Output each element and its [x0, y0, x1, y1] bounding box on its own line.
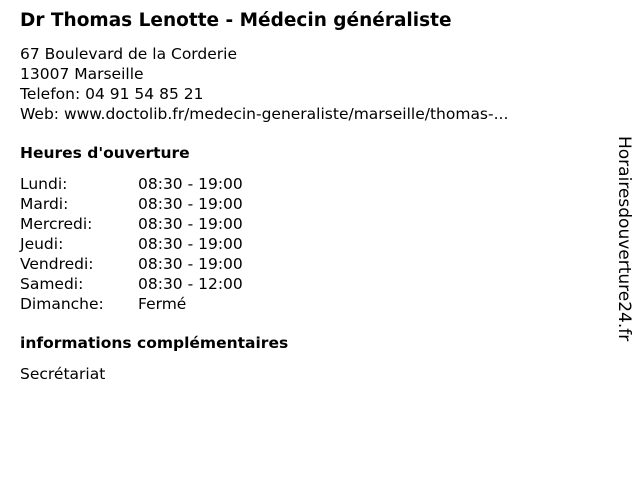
time-range: 08:30 - 12:00 [138, 275, 243, 293]
hours-row-friday [20, 254, 243, 274]
day-label: Mercredi: [20, 215, 93, 233]
watermark-text: Horairesdouverture24.fr [614, 136, 634, 342]
address-block [20, 44, 508, 124]
street-address: 67 Boulevard de la Corderie [20, 45, 237, 63]
phone: Telefon: 04 91 54 85 21 [20, 85, 204, 103]
time-range: 08:30 - 19:00 [138, 255, 243, 273]
hours-table [20, 174, 243, 314]
hours-row-monday [20, 174, 243, 194]
day-label: Lundi: [20, 175, 68, 193]
time-range: Fermé [138, 295, 187, 313]
extra-info-heading: informations complémentaires [20, 334, 289, 352]
extra-info-text: Secrétariat [20, 365, 106, 383]
time-range: 08:30 - 19:00 [138, 195, 243, 213]
hours-row-tuesday [20, 194, 243, 214]
hours-row-sunday [20, 294, 243, 314]
day-label: Jeudi: [20, 235, 64, 253]
hours-row-saturday [20, 274, 243, 294]
day-label: Samedi: [20, 275, 84, 293]
hours-heading: Heures d'ouverture [20, 144, 190, 162]
time-range: 08:30 - 19:00 [138, 175, 243, 193]
website: Web: www.doctolib.fr/medecin-generaliste/marseille/thomas-... [20, 105, 509, 123]
day-label: Vendredi: [20, 255, 94, 273]
time-range: 08:30 - 19:00 [138, 215, 243, 233]
city: 13007 Marseille [20, 65, 144, 83]
time-range: 08:30 - 19:00 [138, 235, 243, 253]
hours-row-wednesday [20, 214, 243, 234]
day-label: Dimanche: [20, 295, 104, 313]
day-label: Mardi: [20, 195, 69, 213]
watermark [612, 136, 636, 372]
hours-row-thursday [20, 234, 243, 254]
page-title: Dr Thomas Lenotte - Médecin généraliste [20, 10, 452, 31]
